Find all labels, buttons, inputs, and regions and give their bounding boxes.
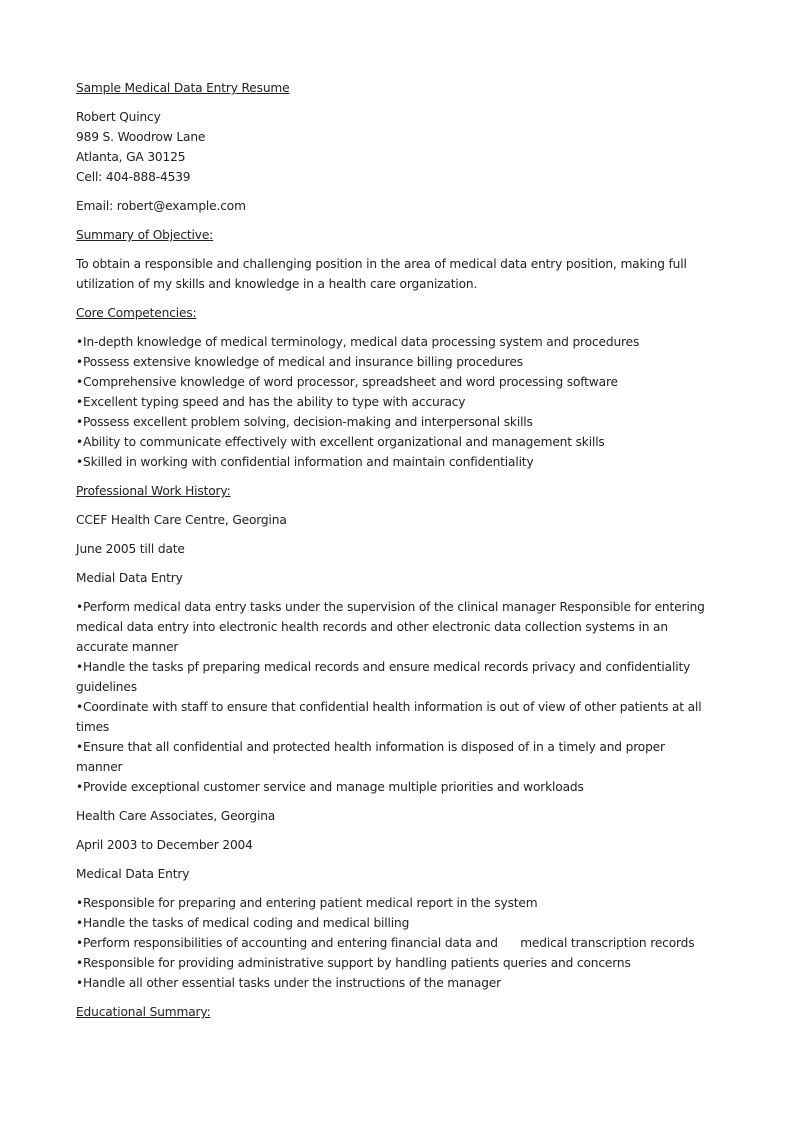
job-employer: Health Care Associates, Georgina bbox=[76, 809, 276, 823]
duty-line: manner bbox=[76, 760, 123, 774]
spacer bbox=[76, 216, 716, 225]
spacer bbox=[76, 501, 716, 510]
work-history-heading: Professional Work History: bbox=[76, 484, 231, 498]
job-duties bbox=[76, 597, 716, 797]
duty-line: •Responsible for providing administrative support by handling patients queries and concerns bbox=[76, 956, 631, 970]
spacer bbox=[76, 588, 716, 597]
duty-line: •Perform medical data entry tasks under the supervision of the clinical manager Responsible for entering bbox=[76, 600, 705, 614]
spacer bbox=[76, 993, 716, 1002]
spacer bbox=[76, 884, 716, 893]
duty-line: •Handle the tasks of medical coding and medical billing bbox=[76, 916, 410, 930]
spacer bbox=[76, 559, 716, 568]
contact-cell: Cell: 404-888-4539 bbox=[76, 170, 191, 184]
duty-line: •Responsible for preparing and entering patient medical report in the system bbox=[76, 896, 538, 910]
duty-line: guidelines bbox=[76, 680, 137, 694]
list-item: •Excellent typing speed and has the ability to type with accuracy bbox=[76, 395, 466, 409]
job-employer: CCEF Health Care Centre, Georgina bbox=[76, 513, 287, 527]
contact-name: Robert Quincy bbox=[76, 110, 161, 124]
spacer bbox=[76, 530, 716, 539]
summary-line: To obtain a responsible and challenging position in the area of medical data entry position, making full bbox=[76, 257, 687, 271]
job-entry bbox=[76, 806, 716, 993]
list-item: •Possess extensive knowledge of medical and insurance billing procedures bbox=[76, 355, 523, 369]
duty-line: times bbox=[76, 720, 110, 734]
resume-document bbox=[76, 78, 716, 1022]
competencies-list bbox=[76, 332, 716, 472]
list-item: •Possess excellent problem solving, decision-making and interpersonal skills bbox=[76, 415, 533, 429]
document-title: Sample Medical Data Entry Resume bbox=[76, 81, 290, 95]
job-duties bbox=[76, 893, 716, 993]
contact-block bbox=[76, 107, 716, 187]
list-item: •Ability to communicate effectively with excellent organizational and management skills bbox=[76, 435, 605, 449]
list-item: •In-depth knowledge of medical terminology, medical data processing system and procedures bbox=[76, 335, 640, 349]
summary-heading: Summary of Objective: bbox=[76, 228, 214, 242]
duty-line: •Handle all other essential tasks under the instructions of the manager bbox=[76, 976, 501, 990]
duty-line: •Ensure that all confidential and protected health information is disposed of in a timely and proper bbox=[76, 740, 665, 754]
duty-line: •Coordinate with staff to ensure that confidential health information is out of view of other patients at all bbox=[76, 700, 702, 714]
education-heading: Educational Summary: bbox=[76, 1005, 211, 1019]
spacer bbox=[76, 323, 716, 332]
summary-line: utilization of my skills and knowledge in a health care organization. bbox=[76, 277, 478, 291]
spacer bbox=[76, 826, 716, 835]
contact-street: 989 S. Woodrow Lane bbox=[76, 130, 206, 144]
list-item: •Skilled in working with confidential information and maintain confidentiality bbox=[76, 455, 534, 469]
spacer bbox=[76, 472, 716, 481]
job-role: Medical Data Entry bbox=[76, 867, 190, 881]
spacer bbox=[76, 187, 716, 196]
duty-line: medical data entry into electronic health records and other electronic data collection systems in an bbox=[76, 620, 668, 634]
job-dates: April 2003 to December 2004 bbox=[76, 838, 253, 852]
spacer bbox=[76, 797, 716, 806]
spacer bbox=[76, 294, 716, 303]
job-role: Medial Data Entry bbox=[76, 571, 183, 585]
spacer bbox=[76, 245, 716, 254]
contact-email: Email: robert@example.com bbox=[76, 199, 246, 213]
contact-city: Atlanta, GA 30125 bbox=[76, 150, 186, 164]
competencies-heading: Core Competencies: bbox=[76, 306, 197, 320]
duty-line: accurate manner bbox=[76, 640, 179, 654]
job-dates: June 2005 till date bbox=[76, 542, 185, 556]
spacer bbox=[76, 98, 716, 107]
duty-line: •Handle the tasks pf preparing medical records and ensure medical records privacy and confidentiality bbox=[76, 660, 691, 674]
job-entry bbox=[76, 510, 716, 797]
duty-line: •Perform responsibilities of accounting and entering financial data and medical transcription records bbox=[76, 936, 695, 950]
list-item: •Comprehensive knowledge of word processor, spreadsheet and word processing software bbox=[76, 375, 618, 389]
spacer bbox=[76, 855, 716, 864]
duty-line: •Provide exceptional customer service and manage multiple priorities and workloads bbox=[76, 780, 584, 794]
summary-paragraph bbox=[76, 254, 716, 294]
